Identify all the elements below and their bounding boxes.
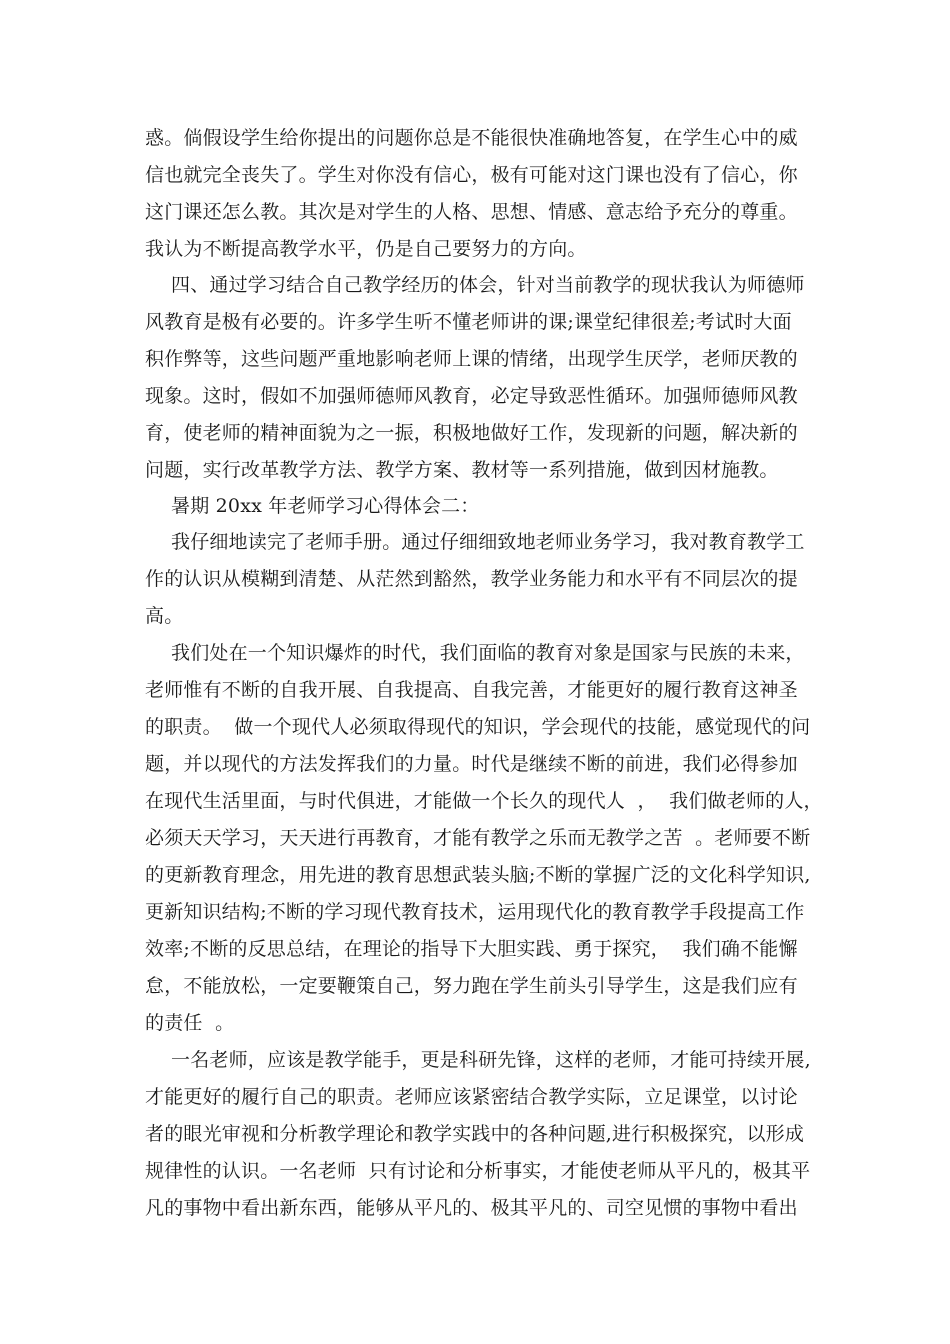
text-line: 者的眼光审视和分析教学理论和教学实践中的各种问题,进行积极探究，以形成 <box>145 1123 805 1145</box>
text-line: 规律性的认识。一名老师 只有讨论和分析事实，才能使老师从平凡的，极其平 <box>145 1160 811 1182</box>
text-line: 风教育是极有必要的。许多学生听不懂老师讲的课;课堂纪律很差;考试时大面 <box>145 311 792 333</box>
text-line: 我认为不断提高教学水平，仍是自己要努力的方向。 <box>145 238 587 260</box>
text-line: 问题，实行改革教学方法、教学方案、教材等一系列措施，做到因材施教。 <box>145 459 779 481</box>
text-line: 的更新教育理念，用先进的教育思想武装头脑;不断的掌握广泛的文化科学知识, <box>145 864 811 886</box>
text-line: 作的认识从模糊到清楚、从茫然到豁然，教学业务能力和水平有不同层次的提 <box>145 568 798 590</box>
text-line: 效率;不断的反思总结，在理论的指导下大胆实践、勇于探究， 我们确不能懈 <box>145 938 798 960</box>
paragraph-first-line: 一名老师，应该是教学能手，更是科研先锋，这样的老师，才能可持续开展, <box>171 1049 811 1071</box>
text-line: 高。 <box>145 605 184 627</box>
text-line: 现象。这时，假如不加强师德师风教育，必定导致恶性循环。加强师德师风教 <box>145 385 798 407</box>
text-line: 在现代生活里面，与时代俱进，才能做一个长久的现代人 ， 我们做老师的人， <box>145 790 823 812</box>
text-line: 凡的事物中看出新东西，能够从平凡的、极其平凡的、司空见惯的事物中看出 <box>145 1197 798 1219</box>
text-line: 惑。倘假设学生给你提出的问题你总是不能很快准确地答复，在学生心中的威 <box>145 127 798 149</box>
text-line: 育，使老师的精神面貌为之一振，积极地做好工作，发现新的问题，解决新的 <box>145 422 798 444</box>
text-line: 怠，不能放松，一定要鞭策自己，努力跑在学生前头引导学生，这是我们应有 <box>145 975 798 997</box>
text-line: 的责任 。 <box>145 1012 235 1034</box>
text-line: 必须天天学习，天天进行再教育，才能有教学之乐而无教学之苦 。老师要不断 <box>145 827 811 849</box>
text-line: 信也就完全丧失了。学生对你没有信心，极有可能对这门课也没有了信心，你 <box>145 164 798 186</box>
text-line: 才能更好的履行自己的职责。老师应该紧密结合教学实际，立足课堂，以讨论 <box>145 1086 798 1108</box>
text-line: 题，并以现代的方法发挥我们的力量。时代是继续不断的前进，我们必得参加 <box>145 753 798 775</box>
text-line: 老师惟有不断的自我开展、自我提高、自我完善，才能更好的履行教育这神圣 <box>145 679 798 701</box>
paragraph-first-line: 我们处在一个知识爆炸的时代，我们面临的教育对象是国家与民族的未来， <box>171 642 805 664</box>
text-line: 积作弊等，这些问题严重地影响老师上课的情绪，出现学生厌学，老师厌教的 <box>145 348 798 370</box>
text-line: 更新知识结构;不断的学习现代教育技术，运用现代化的教育教学手段提高工作 <box>145 901 805 923</box>
paragraph-first-line: 四、通过学习结合自己教学经历的体会，针对当前教学的现状我认为师德师 <box>171 274 805 296</box>
text-line: 这门课还怎么教。其次是对学生的人格、思想、情感、意志给予充分的尊重。 <box>145 201 798 223</box>
paragraph-first-line: 我仔细地读完了老师手册。通过仔细细致地老师业务学习，我对教育教学工 <box>171 531 805 553</box>
text-line: 的职责。 做一个现代人必须取得现代的知识，学会现代的技能，感觉现代的问 <box>145 716 811 738</box>
section-heading: 暑期 20xx 年老师学习心得体会二： <box>171 495 480 517</box>
